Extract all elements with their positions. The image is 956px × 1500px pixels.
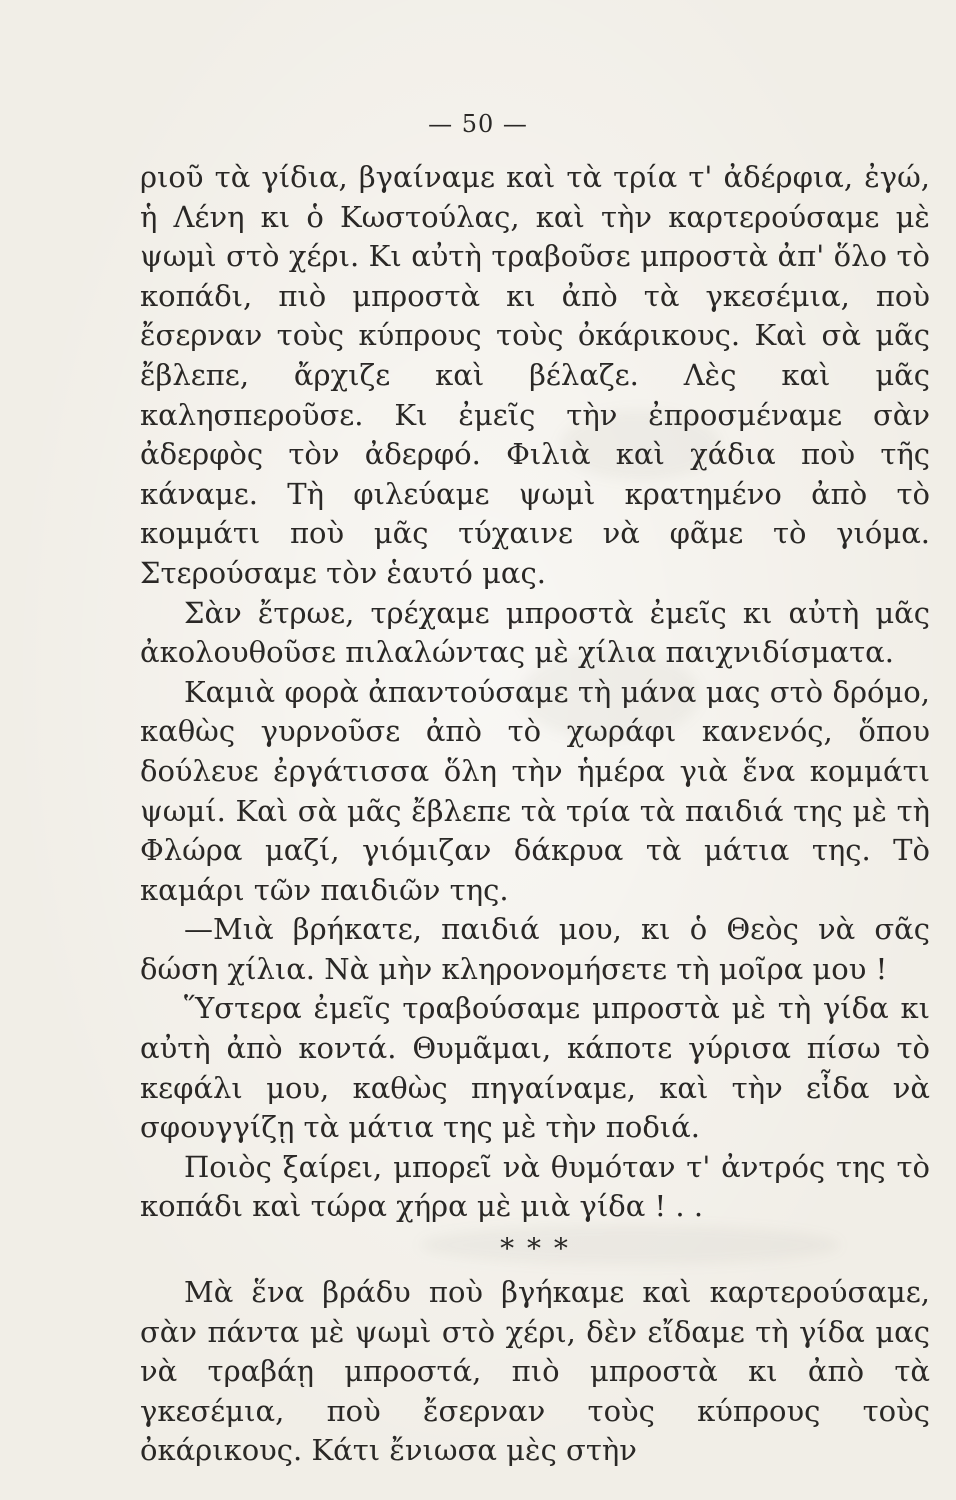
body-text xyxy=(140,158,930,1471)
section-separator: * * * xyxy=(500,1232,570,1266)
paragraph: Ὕστερα ἐμεῖς τραβούσαμε μπροστὰ μὲ τὴ γίδα κι αὐτὴ ἀπὸ κοντά. Θυμᾶμαι, κάποτε γύρισα πίσω τὸ κεφάλι μου, καθὼς πηγαίναμε, καὶ τὴν εἶδα νὰ σφουγγίζῃ τὰ μάτια της μὲ τὴν ποδιά. xyxy=(140,991,930,1145)
paragraph: Μὰ ἕνα βράδυ ποὺ βγήκαμε καὶ καρτερούσαμε, σὰν πάντα μὲ ψωμὶ στὸ χέρι, δὲν εἴδαμε τὴ γίδα μας νὰ τραβάῃ μπροστά, πιὸ μπροστὰ κι ἀπὸ τὰ γκεσέμια, ποὺ ἔσερναν τοὺς κύπρους τοὺς ὀκάρικους. Κάτι ἔνιωσα μὲς στὴν xyxy=(140,1275,930,1468)
page-number: — 50 — xyxy=(428,110,528,138)
paragraph: Σὰν ἔτρωε, τρέχαμε μπροστὰ ἐμεῖς κι αὐτὴ μᾶς ἀκολουθοῦσε πιλαλώντας μὲ χίλια παιχνιδίσματα. xyxy=(140,595,930,670)
paragraph: ριοῦ τὰ γίδια, βγαίναμε καὶ τὰ τρία τ' ἀδέρφια, ἐγώ, ἡ Λένη κι ὁ Κωστούλας, καὶ τὴν καρτερούσαμε μὲ ψωμὶ στὸ χέρι. Κι αὐτὴ τραβοῦσε μπροστὰ ἀπ' ὅλο τὸ κοπάδι, πιὸ μπροστὰ κι ἀπὸ τὰ γκεσέμια, ποὺ ἔσερναν τοὺς κύπρους τοὺς ὀκάρικους. Καὶ σὰ μᾶς ἔβλεπε, ἄρχιζε καὶ βέλαζε. Λὲς καὶ μᾶς καλησπεροῦσε. Κι ἐμεῖς τὴν ἐπροσμέναμε σὰν ἀδερφὸς τὸν ἀδερφό. Φιλιὰ καὶ χάδια ποὺ τῆς κάναμε. Τὴ φιλεύαμε ψωμὶ κρατημένο ἀπὸ τὸ κομμάτι ποὺ μᾶς τύχαινε νὰ φᾶμε τὸ γιόμα. Στερούσαμε τὸν ἑαυτό μας. xyxy=(140,160,930,590)
paragraph: —Μιὰ βρήκατε, παιδιά μου, κι ὁ Θεὸς νὰ σᾶς δώση χίλια. Νὰ μὴν κληρονομήσετε τὴ μοῖρα μου ! xyxy=(140,912,930,986)
paragraph: Ποιὸς ξαίρει, μπορεῖ νὰ θυμόταν τ' ἀντρός της τὸ κοπάδι καὶ τώρα χήρα μὲ μιὰ γίδα ! . . xyxy=(140,1149,930,1224)
paragraph: Καμιὰ φορὰ ἀπαντούσαμε τὴ μάνα μας στὸ δρόμο, καθὼς γυρνοῦσε ἀπὸ τὸ χωράφι κανενός, ὅπου δούλευε ἐργάτισσα ὅλη τὴν ἡμέρα γιὰ ἕνα κομμάτι ψωμί. Καὶ σὰ μᾶς ἔβλεπε τὰ τρία τὰ παιδιά της μὲ τὴ Φλώρα μαζί, γιόμιζαν δάκρυα τὰ μάτια της. Τὸ καμάρι τῶν παιδιῶν της. xyxy=(140,674,930,907)
